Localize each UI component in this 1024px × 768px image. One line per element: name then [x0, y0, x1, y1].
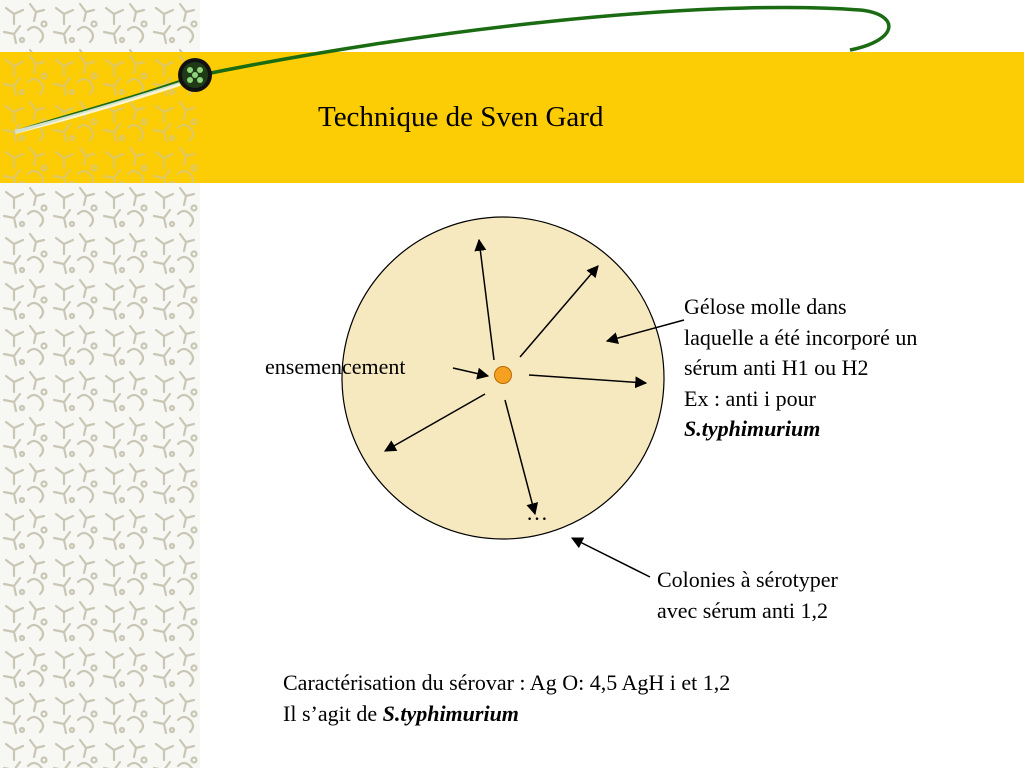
gelose-line: Ex : anti i pour [684, 385, 816, 411]
ellipsis-label: … [526, 500, 548, 525]
ensemencement-label: ensemencement [265, 354, 406, 379]
gelose-species: S.typhimurium [684, 416, 821, 441]
gelose-line: Gélose molle dans [684, 294, 847, 319]
gelose-label [684, 292, 917, 445]
conclusion-line1: Caractérisation du sérovar : Ag O: 4,5 AgH i et 1,2 [283, 670, 731, 695]
pointer-colonies [572, 538, 650, 577]
colonies-line: Colonies à sérotyper [657, 567, 838, 592]
conclusion-prefix: Il s’agit de [283, 700, 383, 726]
conclusion-species: S.typhimurium [382, 700, 519, 726]
slide-title: Technique de Sven Gard [318, 101, 604, 133]
colonies-line: avec sérum anti 1,2 [657, 597, 829, 623]
inoculation-point [495, 367, 512, 384]
colonies-label [657, 565, 838, 626]
conclusion [283, 668, 730, 729]
gelose-line: laquelle a été incorporé un [684, 324, 918, 350]
conclusion-line2 [283, 699, 730, 730]
gelose-line: sérum anti H1 ou H2 [684, 355, 869, 380]
